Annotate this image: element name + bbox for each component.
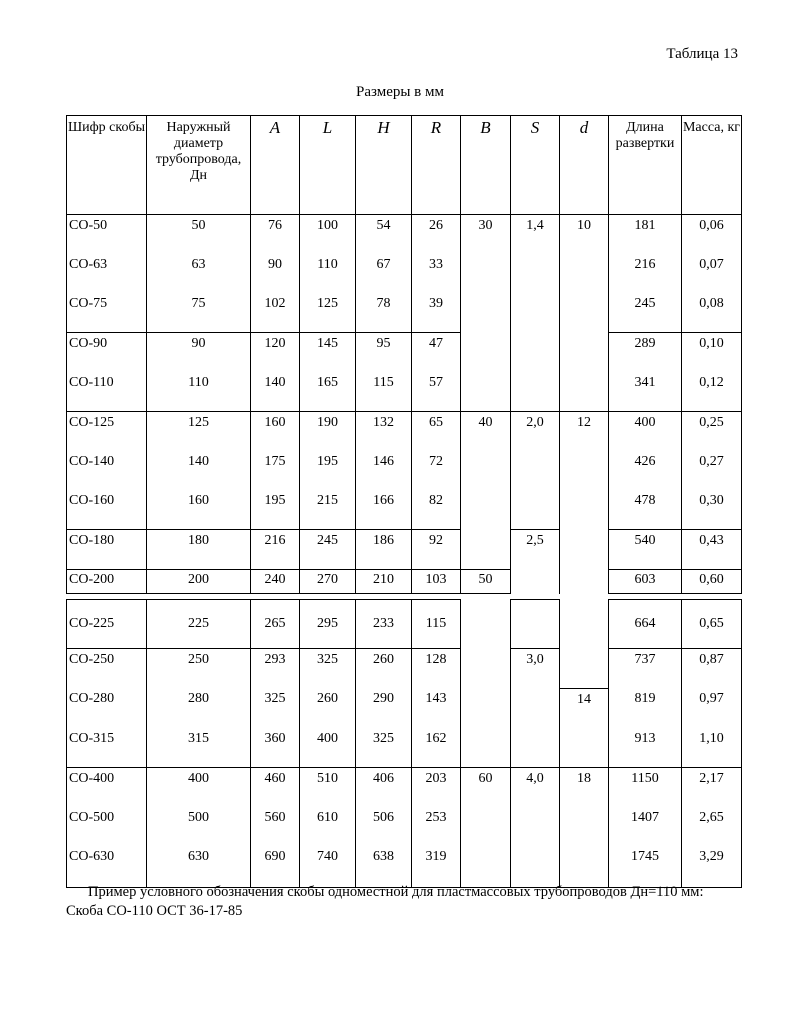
cell-dn: 180 [147, 530, 251, 570]
cell-d: 14 [560, 688, 609, 728]
cell-s [511, 728, 560, 768]
cell-dn: 160 [147, 490, 251, 530]
cell-length: 737 [609, 649, 682, 689]
cell-r: 47 [412, 333, 461, 373]
cell-a: 120 [251, 333, 300, 373]
header-b: B [461, 116, 511, 215]
table-row [67, 490, 742, 530]
cell-mass: 0,60 [682, 570, 742, 594]
cell-length: 664 [609, 600, 682, 649]
cell-d [560, 649, 609, 689]
cell-length: 181 [609, 215, 682, 255]
cell-s [511, 807, 560, 846]
cell-s [511, 688, 560, 728]
cell-code: СО-400 [67, 767, 147, 807]
cell-length: 245 [609, 293, 682, 333]
cell-h: 78 [356, 293, 412, 333]
cell-h: 506 [356, 807, 412, 846]
cell-b: 40 [461, 412, 511, 452]
cell-s [511, 570, 560, 594]
table-row [67, 767, 742, 807]
cell-h: 95 [356, 333, 412, 373]
cell-d: 18 [560, 767, 609, 807]
units-caption: Размеры в мм [355, 84, 444, 100]
cell-d: 10 [560, 215, 609, 255]
cell-mass: 0,43 [682, 530, 742, 570]
cell-h: 210 [356, 570, 412, 594]
cell-a: 293 [251, 649, 300, 689]
cell-dn: 315 [147, 728, 251, 768]
cell-b: 60 [461, 767, 511, 807]
header-code: Шифр скобы [67, 116, 147, 215]
cell-code: СО-140 [67, 451, 147, 490]
cell-code: СО-90 [67, 333, 147, 373]
table-row [67, 372, 742, 412]
cell-s [511, 600, 560, 649]
cell-a: 360 [251, 728, 300, 768]
cell-d [560, 254, 609, 293]
cell-length: 1745 [609, 846, 682, 888]
cell-s: 3,0 [511, 649, 560, 689]
cell-mass: 0,25 [682, 412, 742, 452]
cell-d [560, 293, 609, 333]
header-row [67, 116, 742, 215]
cell-l: 260 [300, 688, 356, 728]
cell-b: 30 [461, 215, 511, 255]
cell-b [461, 600, 511, 649]
cell-h: 146 [356, 451, 412, 490]
cell-d [560, 451, 609, 490]
cell-length: 289 [609, 333, 682, 373]
cell-length: 913 [609, 728, 682, 768]
cell-r: 203 [412, 767, 461, 807]
table-row [67, 451, 742, 490]
cell-d [560, 728, 609, 768]
table-row [67, 600, 742, 649]
cell-l: 740 [300, 846, 356, 888]
table-row [67, 254, 742, 293]
cell-mass: 2,65 [682, 807, 742, 846]
cell-h: 325 [356, 728, 412, 768]
cell-h: 186 [356, 530, 412, 570]
cell-b [461, 293, 511, 333]
cell-b [461, 728, 511, 768]
header-s: S [511, 116, 560, 215]
cell-mass: 1,10 [682, 728, 742, 768]
cell-r: 33 [412, 254, 461, 293]
cell-l: 610 [300, 807, 356, 846]
table-row [67, 570, 742, 594]
cell-l: 145 [300, 333, 356, 373]
cell-l: 165 [300, 372, 356, 412]
cell-length: 400 [609, 412, 682, 452]
cell-s: 2,0 [511, 412, 560, 452]
cell-length: 1407 [609, 807, 682, 846]
cell-r: 82 [412, 490, 461, 530]
cell-b [461, 846, 511, 888]
cell-r: 143 [412, 688, 461, 728]
cell-b [461, 451, 511, 490]
cell-d [560, 333, 609, 373]
cell-s: 2,5 [511, 530, 560, 570]
cell-length: 603 [609, 570, 682, 594]
dimensions-table [66, 115, 742, 888]
cell-r: 128 [412, 649, 461, 689]
cell-l: 215 [300, 490, 356, 530]
cell-dn: 225 [147, 600, 251, 649]
cell-length: 1150 [609, 767, 682, 807]
cell-code: СО-315 [67, 728, 147, 768]
cell-d [560, 570, 609, 594]
cell-b [461, 333, 511, 373]
cell-code: СО-63 [67, 254, 147, 293]
cell-a: 560 [251, 807, 300, 846]
cell-dn: 630 [147, 846, 251, 888]
cell-h: 54 [356, 215, 412, 255]
cell-dn: 500 [147, 807, 251, 846]
cell-s [511, 846, 560, 888]
cell-a: 90 [251, 254, 300, 293]
cell-h: 115 [356, 372, 412, 412]
cell-mass: 0,12 [682, 372, 742, 412]
cell-dn: 90 [147, 333, 251, 373]
cell-dn: 63 [147, 254, 251, 293]
header-mass: Масса, кг [682, 116, 742, 215]
cell-code: СО-500 [67, 807, 147, 846]
cell-a: 690 [251, 846, 300, 888]
header-h: H [356, 116, 412, 215]
cell-dn: 200 [147, 570, 251, 594]
table-row [67, 688, 742, 728]
cell-mass: 0,87 [682, 649, 742, 689]
cell-code: СО-50 [67, 215, 147, 255]
cell-a: 76 [251, 215, 300, 255]
cell-s: 4,0 [511, 767, 560, 807]
cell-s [511, 293, 560, 333]
cell-a: 325 [251, 688, 300, 728]
cell-dn: 400 [147, 767, 251, 807]
cell-h: 166 [356, 490, 412, 530]
cell-h: 67 [356, 254, 412, 293]
cell-mass: 0,97 [682, 688, 742, 728]
cell-h: 233 [356, 600, 412, 649]
cell-dn: 140 [147, 451, 251, 490]
cell-mass: 0,10 [682, 333, 742, 373]
table-row [67, 649, 742, 689]
cell-r: 253 [412, 807, 461, 846]
cell-l: 510 [300, 767, 356, 807]
cell-length: 478 [609, 490, 682, 530]
cell-d [560, 530, 609, 570]
cell-length: 341 [609, 372, 682, 412]
cell-r: 39 [412, 293, 461, 333]
cell-d [560, 372, 609, 412]
cell-h: 406 [356, 767, 412, 807]
cell-length: 819 [609, 688, 682, 728]
header-a: A [251, 116, 300, 215]
cell-code: СО-225 [67, 600, 147, 649]
cell-r: 57 [412, 372, 461, 412]
cell-mass: 0,06 [682, 215, 742, 255]
cell-b [461, 254, 511, 293]
cell-a: 265 [251, 600, 300, 649]
cell-code: СО-250 [67, 649, 147, 689]
cell-d [560, 807, 609, 846]
cell-r: 65 [412, 412, 461, 452]
cell-b [461, 372, 511, 412]
table-row [67, 728, 742, 768]
header-d: d [560, 116, 609, 215]
header-l: L [300, 116, 356, 215]
cell-mass: 0,30 [682, 490, 742, 530]
cell-mass: 0,07 [682, 254, 742, 293]
cell-d [560, 846, 609, 888]
cell-r: 115 [412, 600, 461, 649]
cell-l: 100 [300, 215, 356, 255]
cell-s [511, 490, 560, 530]
cell-l: 400 [300, 728, 356, 768]
cell-l: 270 [300, 570, 356, 594]
cell-dn: 250 [147, 649, 251, 689]
cell-code: СО-180 [67, 530, 147, 570]
cell-dn: 50 [147, 215, 251, 255]
cell-a: 140 [251, 372, 300, 412]
cell-r: 26 [412, 215, 461, 255]
cell-l: 195 [300, 451, 356, 490]
table-row [67, 807, 742, 846]
cell-code: СО-110 [67, 372, 147, 412]
cell-a: 460 [251, 767, 300, 807]
cell-b [461, 530, 511, 570]
cell-code: СО-160 [67, 490, 147, 530]
cell-d [560, 600, 609, 649]
cell-a: 216 [251, 530, 300, 570]
cell-r: 92 [412, 530, 461, 570]
cell-b [461, 649, 511, 689]
cell-length: 540 [609, 530, 682, 570]
table-row [67, 293, 742, 333]
header-r: R [412, 116, 461, 215]
cell-code: СО-280 [67, 688, 147, 728]
cell-a: 102 [251, 293, 300, 333]
cell-a: 175 [251, 451, 300, 490]
cell-b [461, 688, 511, 728]
cell-h: 638 [356, 846, 412, 888]
cell-r: 162 [412, 728, 461, 768]
table-row [67, 412, 742, 452]
cell-length: 216 [609, 254, 682, 293]
cell-s [511, 451, 560, 490]
cell-l: 245 [300, 530, 356, 570]
cell-mass: 0,65 [682, 600, 742, 649]
cell-s: 1,4 [511, 215, 560, 255]
cell-a: 160 [251, 412, 300, 452]
cell-s [511, 333, 560, 373]
table-number: Таблица 13 [666, 46, 738, 62]
cell-d: 12 [560, 412, 609, 452]
cell-l: 110 [300, 254, 356, 293]
cell-l: 125 [300, 293, 356, 333]
cell-l: 190 [300, 412, 356, 452]
cell-l: 325 [300, 649, 356, 689]
cell-a: 240 [251, 570, 300, 594]
table-row [67, 530, 742, 570]
cell-b [461, 807, 511, 846]
cell-h: 260 [356, 649, 412, 689]
cell-d [560, 490, 609, 530]
cell-mass: 3,29 [682, 846, 742, 888]
cell-r: 103 [412, 570, 461, 594]
cell-mass: 2,17 [682, 767, 742, 807]
table-row [67, 215, 742, 255]
header-length: Длина развертки [609, 116, 682, 215]
cell-h: 132 [356, 412, 412, 452]
cell-length: 426 [609, 451, 682, 490]
cell-mass: 0,08 [682, 293, 742, 333]
cell-code: СО-125 [67, 412, 147, 452]
cell-dn: 75 [147, 293, 251, 333]
cell-code: СО-630 [67, 846, 147, 888]
header-diameter: Наружный диаметр трубопровода, Дн [147, 116, 251, 215]
cell-dn: 110 [147, 372, 251, 412]
table-row [67, 846, 742, 888]
cell-code: СО-200 [67, 570, 147, 594]
cell-dn: 280 [147, 688, 251, 728]
cell-b [461, 490, 511, 530]
cell-s [511, 372, 560, 412]
cell-b: 50 [461, 570, 511, 594]
cell-s [511, 254, 560, 293]
table-row [67, 333, 742, 373]
cell-code: СО-75 [67, 293, 147, 333]
cell-r: 319 [412, 846, 461, 888]
cell-mass: 0,27 [682, 451, 742, 490]
cell-a: 195 [251, 490, 300, 530]
designation-example-note: Пример условного обозначения скобы одноместной для пластмассовых трубопроводов Дн=110 мм: Скоба СО-110 ОСТ 36-17-85 [66, 883, 704, 919]
cell-h: 290 [356, 688, 412, 728]
cell-r: 72 [412, 451, 461, 490]
cell-dn: 125 [147, 412, 251, 452]
cell-l: 295 [300, 600, 356, 649]
